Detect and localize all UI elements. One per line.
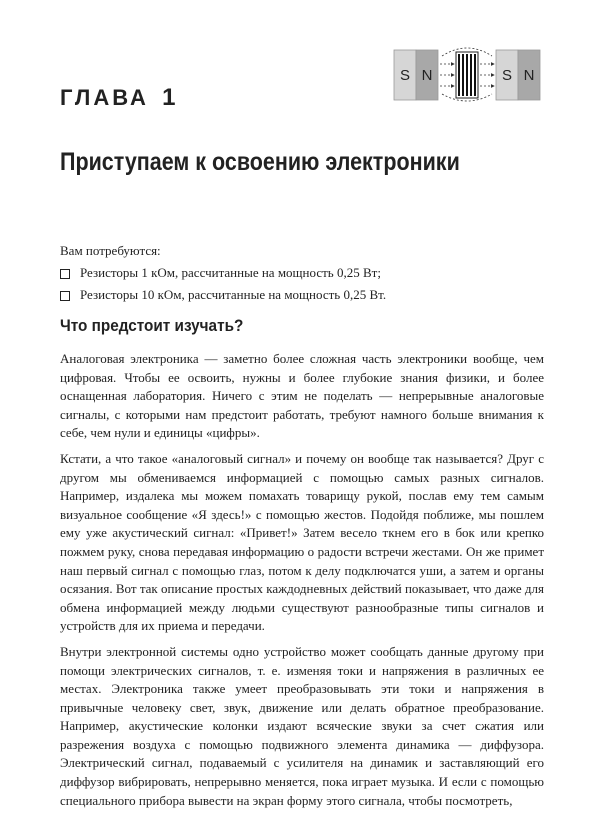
left-magnet-n-label: N [421, 67, 433, 84]
coil [456, 52, 478, 98]
requirements-block [60, 240, 540, 306]
body-text [60, 350, 544, 817]
paragraph: Аналоговая электроника — заметно более сложная часть электроники вообще, чем цифровая. Чтобы ее освоить, нужны и более глубокие знания физики, и более оснащенная лаборатория. Ничего с этим не поделать — непрерывные аналоговые сигналы, с которыми нам предстоит работать, требуют намного больше внимания к себе, чем нули и единицы «цифры». [60, 351, 544, 441]
requirement-text: Резисторы 1 кОм, рассчитанные на мощность 0,25 Вт; [80, 265, 381, 280]
chapter-label [60, 84, 175, 112]
right-magnet-n-label: N [523, 67, 535, 84]
requirement-item [60, 262, 540, 284]
checkbox-square-icon [60, 291, 70, 301]
section-heading: Что предстоит изучать? [60, 316, 244, 335]
right-magnet-s-label: S [501, 67, 513, 84]
paragraph: Кстати, а что такое «аналоговый сигнал» и почему он вообще так называется? Друг с другом мы обмениваемся информацией с помощью самых разных сигналов. Например, издалека мы можем помахать товарищу рукой, послав ему тем самым визуальное сообщение «Я здесь!» с помощью жестов. Подойдя поближе, мы пошлем ему уже акустический сигнал: «Привет!» Затем весело ткнем его в бок или крепко пожмем руку, снова передавая информацию о радости встречи жестами. Он же примет наш первый сигнал с помощью глаз, потом к делу подключатся уши, а затем и органы осязания. Вот так описание простых каждодневных действий показывает, что даже для обмена информацией между людьми существуют разнообразные типы сигналов и устройств для их приема и передачи. [60, 450, 544, 634]
magnets-coil-illustration [392, 36, 542, 106]
checkbox-square-icon [60, 269, 70, 279]
requirements-intro: Вам потребуются: [60, 243, 161, 258]
paragraph: Внутри электронной системы одно устройство может сообщать данные другому при помощи электрических сигналов, т. е. изменяя токи и напряжения в различных ее местах. Электроника также умеет преобразовывать эти токи и напряжения в привычные человеку свет, звук, движение или делать обратное преобразование. Например, акустические колонки издают всяческие звуки за счет сжатия или разрежения воздуха с помощью подвижного элемента динамика — диффузора. Электрический сигнал, подаваемый с усилителя на динамик и заставляющий его диффузор вибрировать, непрерывно меняется, пока играет музыка. И если с помощью специального прибора вывести на экран форму этого сигнала, чтобы посмотреть, [60, 643, 544, 808]
chapter-title: Приступаем к освоению электроники [60, 148, 460, 176]
left-magnet-s-label: S [399, 67, 411, 84]
chapter-word: ГЛАВА [60, 85, 149, 110]
requirement-item [60, 284, 540, 306]
chapter-number: 1 [162, 84, 176, 111]
requirement-text: Резисторы 10 кОм, рассчитанные на мощность 0,25 Вт. [80, 287, 387, 302]
